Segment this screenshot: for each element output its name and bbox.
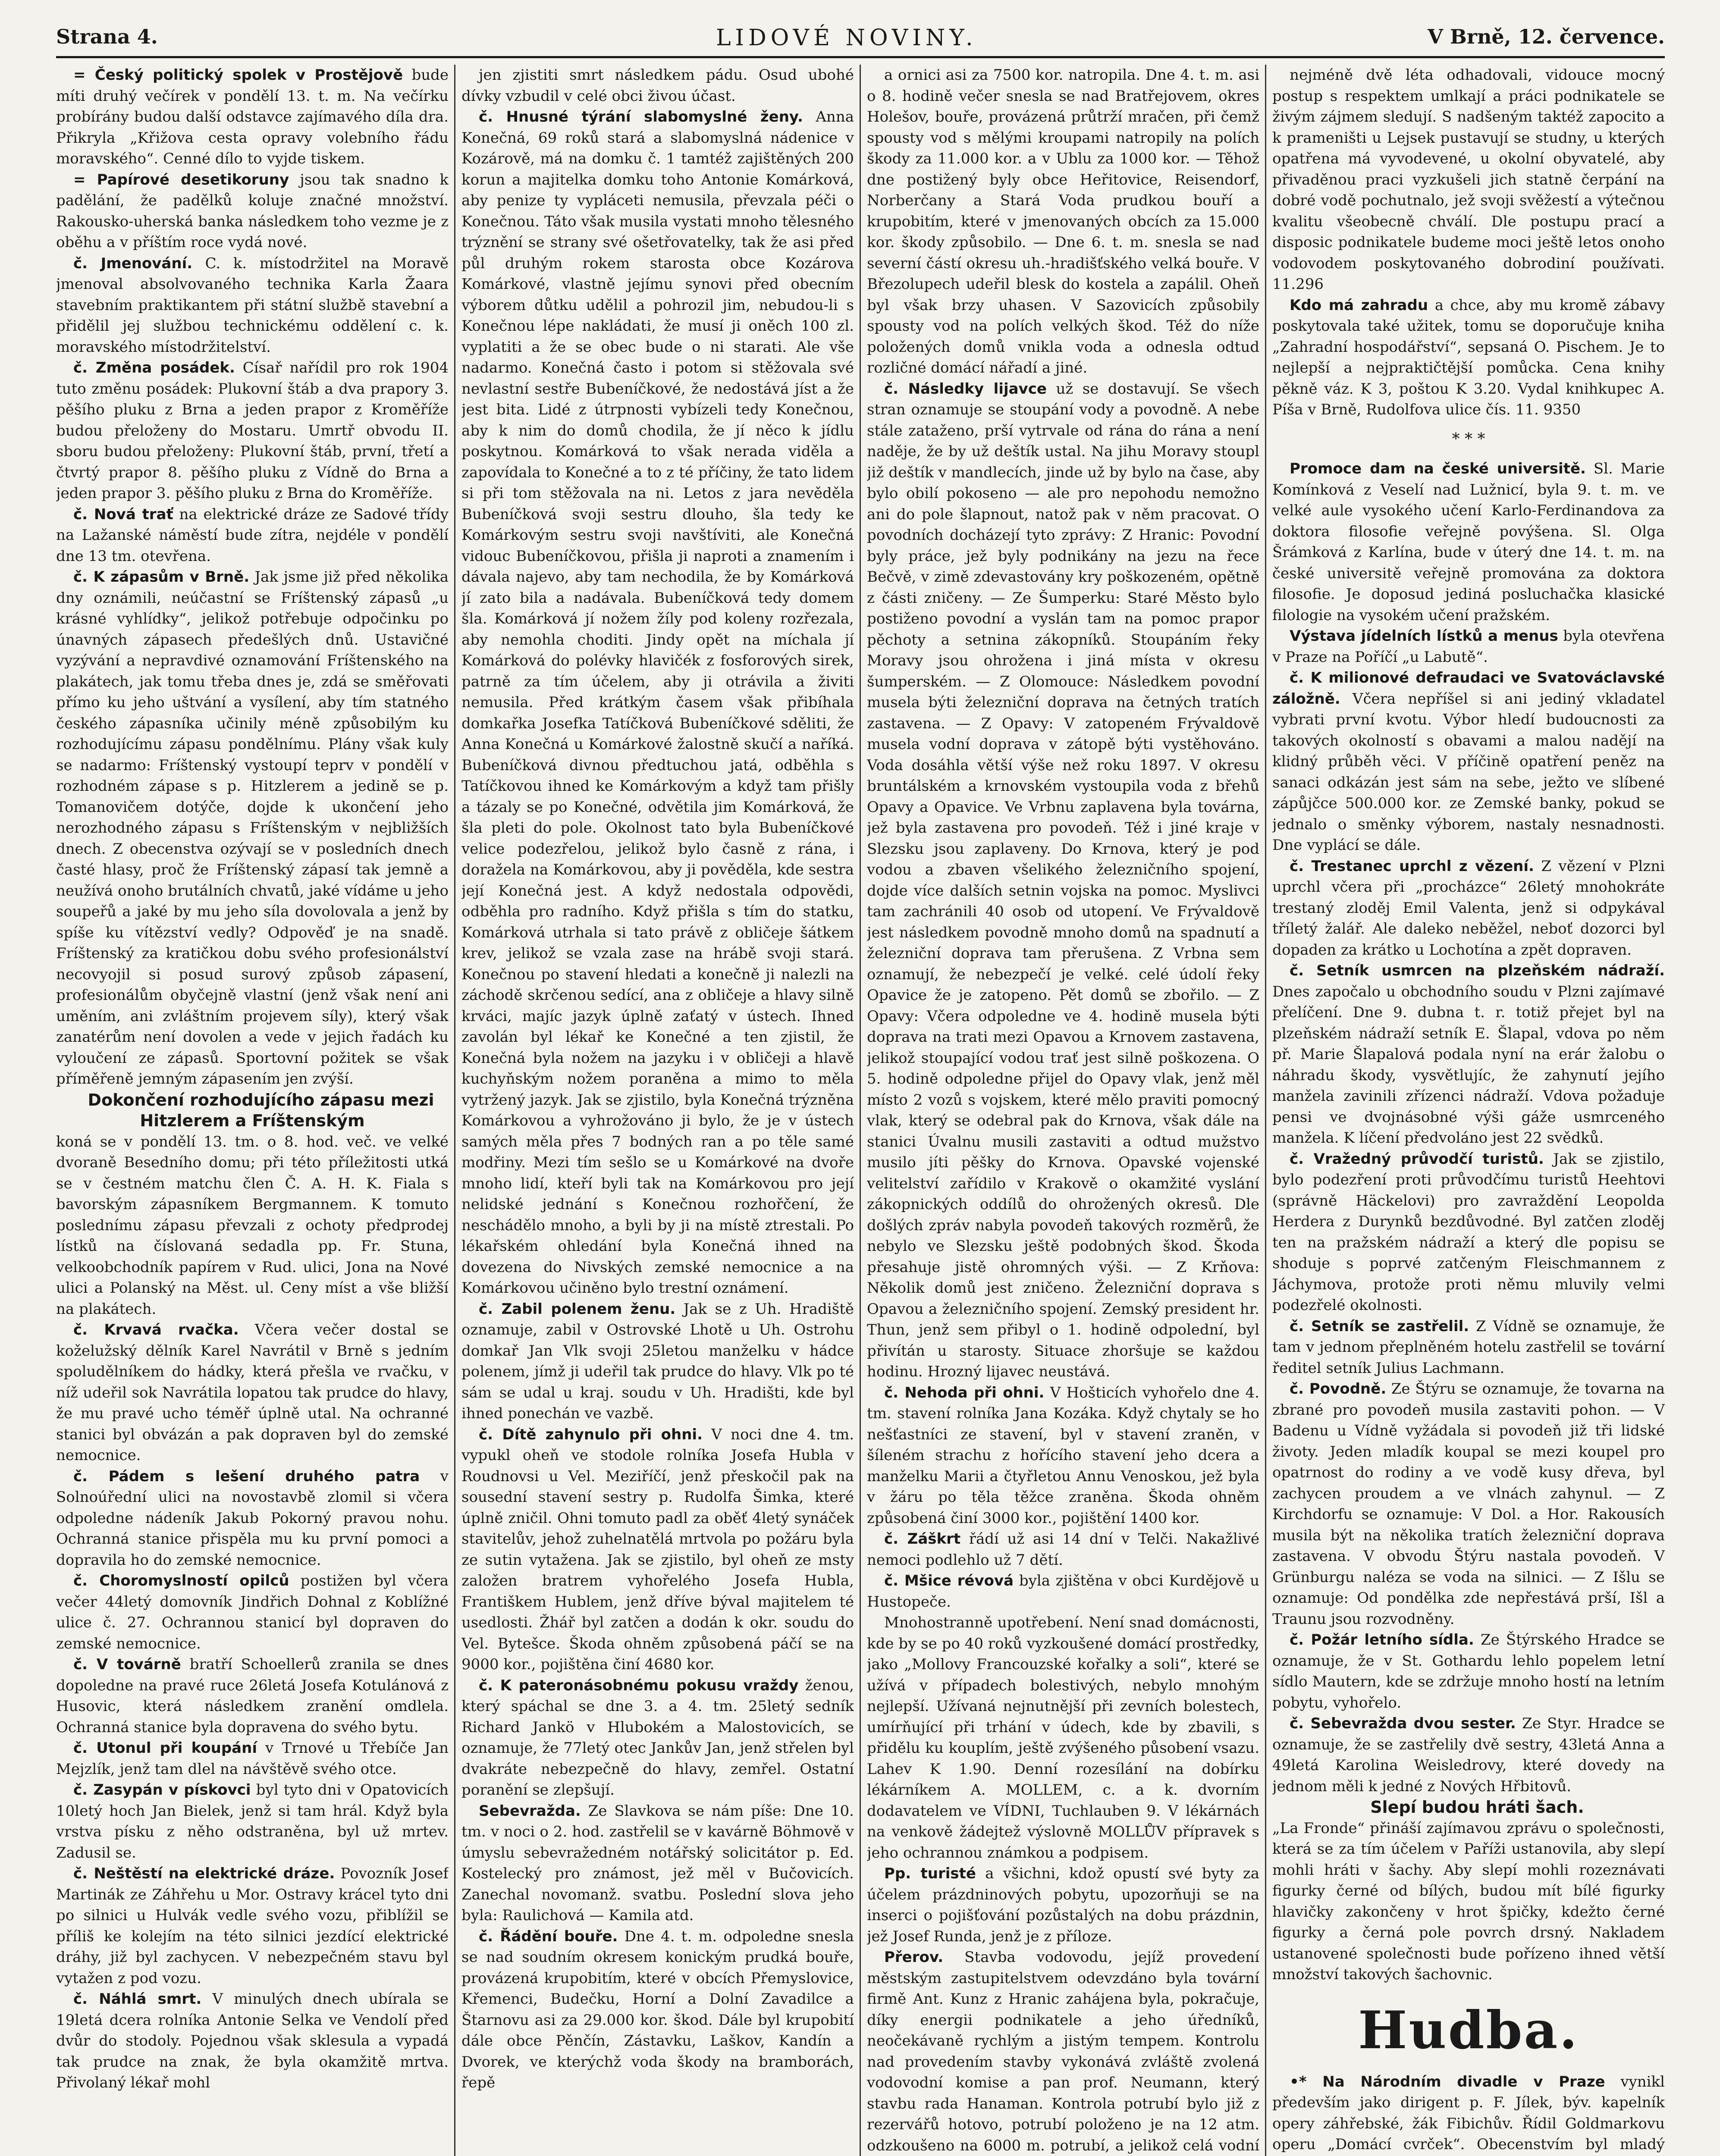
article-body: Anna Konečná, 69 roků stará a slabomyslná nádenice v Kozárově, má na domku č. 1 tamtéž zajištěných 200 korun a majitelka domku toho Antonie Komárková, aby penize ty vypláceti nemusila, převzala péči o Konečnou. Táto však musila vystati mnoho tělesného trýznění se strany své ošetřovatelky, tak že asi před půl druhým rokem starosta obce Kozárova Komárkové, vlastně jejímu synovi před obecním výborem důtku udělil a pohrozil jim, nebudou-li s Konečnou lépe nakládati, že musí ji oněch 100 zl. vyplatiti a že se obec bude o ni starati. Ale vše nadarmo. Konečná často i potom si stěžovala své nevlastní sestře Bubeníčkové, že nedostává jíst a že jest bita. Lidé z útrpnosti vybízeli tedy Konečnou, aby k nim do domů chodila, že jí něco k jídlu poskytnou. Komárková to však nerada viděla a zapovídala to Konečné a to z té příčiny, že tato lidem si při tom stěžovala na ni. Letos z jara nevěděla Bubeníčková svoji sestru dlouho, šla tedy ke Komárkovým sestru svoji navštíviti, ale Konečná vidouc Bubeníčkovou, přišla ji naproti a znamením i dávala najevo, aby tam nechodila, že by Komárková jí zato bila a nadávala. Bubeníčková tedy domem šla. Komárková jí nožem žíly pod koleny rozřezala, aby nemohla choditi. Jindy opět na míchala jí Komárková do polévky hlavičék z fosforových sirek, patrně za tím účelem, aby ji otrávila a živiti nemusila. Před krátkým časem však přibíhala domkařka Josefka Tatíčková Bubeníčkové sděliti, že Anna Konečná u Komárkové žalostně skučí a naříká. Bubeníčková divnou předtuchou jatá, odběhla s Tatíčkovou ihned ke Komárkovým a když tam přišly a tázaly se po Konečné, odvětila jim Komárková, že šla pleti do pole. Okolnost tato byla Bubeníčkové velice podezřelou, jelikož bylo časně z rána, i doražela na Komárkovou, aby ji pověděla, kde sestra její Konečná jest. A když nedostala odpovědi, odběhla pro radního. Když přišla s tím do statku, Komárková utrhala si tato právě z obličeje šátkem krev, jelikož se vzala zase na hrábě svoji stará. Konečnou po stavení hledati a konečně ji nalezli na záchodě skrčenou sedící, ana z obličeje a hlavy silně krváci, majíc jazyk úplně zaťatý v ústech. Ihned zavolán byl lékař ke Konečné a ten zjistil, že Konečná byla nožem na jazyku i v obličeji a hlavě kuchyňským nožem poraněna a mimo to měla vytržený jazyk. Jak se zjistilo, byla Konečná trýzněna Komárkovou a vyhrožováno ji bylo, že je v ústech samých měla přes 7 bodných ran a po těle samé modřiny. Mezi tím sešlo se u Komárkové na dvoře mnoho lidí, kteří byli tak na Komárkovou pro její nelidské jednání s Konečnou rozhořčení, že neschádělo mnoho, a byli by ji na místě ztrestali. Po lékařském ohledání byla Konečná ihned na dovezena do Nivských zemské nemocnice a na Komárkovou učiněno bylo trestní oznámení. — [461, 108, 854, 1297]
article-body: V noci dne 4. tm. vypukl oheň ve stodole rolníka Josefa Hubla v Roudnovsi u Vel. Meziříčí, jenž přeskočil pak na sousední stavení sestry p. Rudolfa Šimka, které úplně zničil. Ohni tomuto padl za oběť 4letý synáček stavitelův, jehož zuhelnatělá mrtvola po požáru byla ze sutin vytažena. Jak se zjistilo, byl oheň ze msty založen bratrem vyhořelého Josefa Hubla, Františkem Hublem, jenž dříve býval majitelem té usedlosti. Žhář byl zatčen a dodán k okr. soudu do Vel. Bytešce. Škoda ohněm způsobená páčí se na 9000 kor., pojištěna činí 4680 kor. — [461, 1426, 854, 1673]
article — [56, 169, 449, 253]
article-heading: č. Změna posádek. — [73, 359, 235, 376]
article-heading: Promoce dam na české universitě. — [1290, 460, 1586, 477]
article-heading: č. Neštěstí na elektrické dráze. — [73, 1865, 335, 1882]
article-heading: č. Požár letního sídla. — [1290, 1631, 1474, 1648]
article — [56, 1466, 449, 1571]
article — [56, 1863, 449, 1989]
article-body: na elektrické dráze ze Sadové třídy na Lažanské náměstí bude zítra, nejdéle v pondělí dne 13 tm. otevřena. — [56, 505, 449, 565]
article-heading: č. Následky lijavce — [884, 380, 1047, 398]
column-2 — [461, 65, 854, 2156]
article-body: postižen byl včera večer 44letý domovník Jindřich Dohnal z Koblížné ulice č. 27. Ochrannou stanicí byl dopraven do zemské nemocnice. — [56, 1572, 449, 1652]
article-heading: Přerov. — [884, 1949, 944, 1966]
article-heading: č. Řádění bouře. — [479, 1927, 618, 1945]
article-heading: •* Na Národním divadle v Praze — [1290, 2073, 1605, 2090]
page-header — [56, 13, 1665, 58]
article-heading: č. Zasypán v pískovci — [73, 1781, 251, 1799]
article-body: a chce, aby mu kromě zábavy poskytovala také užitek, tomu se doporučuje kniha „Zahradní hospodářství“, sepsaná O. Pischem. Je to nejlepší a nejpraktičtější pomůcka. Cena knihy pěkně váz. K 3, poštou K 3.20. Vydal knihkupec A. Píša v Brně, Rudolfova ulice čís. 11. 9350 — [1272, 296, 1665, 418]
article-body: Z vězení v Plzni uprchl včera při „procházce“ 26letý mnohokráte trestaný zloděj Emil Valenta, jenž si odpykával tříletý žalář. Ale daleko neběžel, neboť dozorci byl dopaden za krátko u Lochotína a zpět dopraven. — [1272, 857, 1665, 959]
article-heading: Pp. turisté — [884, 1865, 976, 1882]
article — [1272, 1316, 1665, 1379]
article-heading: Výstava jídelních lístků a menus — [1290, 627, 1558, 645]
article-heading: č. K zápasům v Brně. — [73, 568, 250, 586]
article-body: Z Vídně se oznamuje, že tam v jednom přeplněném hotelu zastřelil se tovární ředitel setník Julius Lachmann. — [1272, 1317, 1665, 1377]
article-heading: Kdo má zahradu — [1290, 296, 1428, 314]
article-body: jsou tak snadno k padělání, že padělků koluje značné množství. Rakousko-uherská banka následkem toho vezme je z oběhu a v příštím roce vydá nové. — [56, 171, 449, 251]
article-body: jen zjistiti smrt následkem pádu. Osud ubohé dívky vzbudil v celé obci živou účast. — [461, 66, 854, 105]
article-body: Povozník Josef Martinák ze Záhřehu u Mor. Ostravy krácel tyto dni po silnici u Hulvák vedle svého vozu, přiblížil se příliš ke kolejím na této silnici jezdící elektrické dráhy, již byl zachycen. V nebezpečném stavu byl vytažen z pod vozu. — [56, 1865, 449, 1987]
article — [1272, 667, 1665, 856]
page-number: Strana 4. — [56, 25, 158, 48]
article — [1272, 65, 1665, 295]
article — [461, 1926, 854, 2093]
article-heading: č. V továrně — [73, 1656, 181, 1673]
article — [1272, 856, 1665, 961]
article — [56, 1780, 449, 1863]
article-body: ženou, který spáchal se dne 3. a 4. tm. 25letý sedník Richard Jankö v Hlubokém a Malostovicích, se oznamuje, že 77letý otec Jankův Jan, jenž střelen byl dvakráte nebezpečně do hlavy, zemřel. Ostatní poranění se zlepšují. — [461, 1677, 854, 1799]
article-body: Dne 4. t. m. odpoledne snesla se nad soudním okresem konickým prudká bouře, provázená krupobitím, které v obcích Přemyslovice, Křemenci, Budečku, Horní a Dolní Zavadilce a Štarnovu asi za 29.000 kor. škod. Dále byl krupobití dále obce Pěnčín, Zástavku, Laškov, Kandín a Dvorek, ve kterýchž voda škody na bramborách, řepě — [461, 1927, 854, 2091]
article-body: byl tyto dni v Opatovicích 10letý hoch Jan Bielek, jenž si tam hrál. Když byla vrstva písku z něho odstraněna, byl už mrtev. Zadusil se. — [56, 1781, 449, 1861]
column-3 — [867, 65, 1259, 2156]
article-heading: = Český politický spolek v Prostějově — [73, 66, 403, 84]
article-body: Včera nepříšel si ani jediný vkladatel vybrati první kvotu. Výbor hledí budoucnosti za takových okolností s obavami a malou nadějí na klidný průběh věci. V příčině opatření peněz na sanaci odkázán jest sám na sebe, ježto ve slíbené zápůjčce 500.000 kor. ze Zemské banky, pokud se jednalo o směnky výborem, nastaly nesnadnosti. Dne vyplácí se dále. — [1272, 690, 1665, 854]
article-body: bratří Schoellerů zranila se dnes dopoledne na pravé ruce 26letá Josefa Kotulánová z Husovic, která následkem zranění omdlela. Ochranná stanice byla dopravena do svého bytu. — [56, 1656, 449, 1736]
article-heading: č. K milionové defraudaci ve Svatováclavské záložně. — [1272, 669, 1665, 708]
article — [56, 1989, 449, 2093]
article — [867, 1947, 1259, 2156]
article-heading: č. K pateronásobnému pokusu vraždy — [479, 1677, 799, 1694]
article-heading: č. Nová trať — [73, 505, 173, 523]
article — [56, 1570, 449, 1654]
column-4 — [1272, 65, 1665, 2156]
article — [1272, 1149, 1665, 1316]
article — [56, 504, 449, 567]
article-heading: č. Náhlá smrt. — [73, 1990, 202, 2008]
article-heading: = Papírové desetikoruny — [73, 171, 289, 188]
article-body: v Trnové u Třebíče Jan Mejzlík, jenž tam dlel na návštěvě svého otce. — [56, 1739, 449, 1778]
column-rule — [1265, 65, 1266, 2156]
article-heading: č. Mšice révová — [884, 1572, 1014, 1589]
article-body: C. k. místodržitel na Moravě jmenoval absolvovaného technika Karla Žaara stavebním praktikantem při státní službě stavební a přidělil jej službou technickému oddělení c. k. moravského místodržitelství. — [56, 254, 449, 356]
article-body: Jak jsme již před několika dny oznámili, neúčastní se Fríštenský zápasů „u krásné vyhlídky“, jelikož potřebuje odpočinku po únavných zápasech předešlých dnů. Ustavičné vyzývání a nepravdivé oznamování Fríštenského na plakátech, jak tomu třeba dnes je, zdá se směřovati přímo ku jeho uštvání a vysílení, aby tím statného českého zápasníka učinily méně způsobilým ku rozhodujícímu zápasu pondělnímu. Plány však kuly se nadarmo: Fríštenský vystoupí teprv v pondělí v rozhodném zápase s p. Hitzlerem a jedině se p. Tomanovičem dotýče, dojde k ukončení jeho nerozhodného zápasu s Fríštenským v nejbližších dnech. Z obecenstva ozývají se v posledních dnech časté hlasy, proč že Fríštenský zápasí tak jemně a neužívá onoho brutálních chvatů, jaké vídáme u jeho soupeřů a jaké by mu jeho síla dovolovala a jenž by spíše ku vítězství vedly? Odpověď je na snadě. Fríštenský za kratičkou dobu svého profesionálství necovyojil si posud surový způsob zápasení, profesionálům obyčejně vlastní (jenž však není ani uměním, ani zvláštním projevem síly), který však zanatérům není dovolen a vede v jejich řadách ku vyloučení ze zápasů. Sportovní požitek se však příměřeně jemným zápasením jen zvýší. — [56, 568, 449, 1087]
article-body: „La Fronde“ přináší zajímavou zprávu o společnosti, která se za tím účelem v Paříži ustanovila, aby slepí mohli hráti v šachy. Aby slepí mohli rozeznávati figurky černé od bílých, budou mít bílé figurky hlavičky zakončeny v hrot špičky, kdežto černé figurky a černá pole povrch drsný. Nakladem ustanovené společnosti bude pořízeno ihned větší množství takových šachovnic. — [1272, 1819, 1665, 1983]
article — [1272, 1713, 1665, 1797]
article-body: a všichni, kdož opustí své byty za účelem prázdninových pobytu, upozorňuji se na inserci o pojišťování pozůstalých na dobu prázdnin, jež Josef Runda, jenž je z příloze. — [867, 1865, 1259, 1945]
article — [867, 65, 1259, 379]
article-body: V minulých dnech ubírala se 19letá dcera rolníka Antonie Selka ve Vendolí před dvůr do stodoly. Pojednou však sklesula a vypadá tak prudce na znak, že byla okamžitě mrtva. Přivolaný lékař mohl — [56, 1990, 449, 2091]
article-body: Dnes započalo u obchodního soudu v Plzni zajímavé přelíčení. Dne 9. dubna t. r. totiž přejet byl na plzeňském nádraží setník E. Šlapal, vdova po něm př. Marie Šlapalová podala nyní na erár žalobu o náhradu škody, vysvětlujíc, že zahynutí jejího manžela zavinili zřízenci nádraží. Vdova požaduje pensi ve dvojnásobné výši gáže usmrceného manžela. K líčení předvoláno jest 22 svědků. — [1272, 983, 1665, 1147]
column-1 — [56, 65, 449, 2156]
article — [1272, 2071, 1665, 2156]
article-body: byla zjištěna v obci Kurdějově u Hustopeče. — [867, 1572, 1259, 1611]
article — [56, 1319, 449, 1466]
article-body: Sl. Marie Komínková z Veselí nad Lužnicí, byla 9. t. m. ve velké aule vysokého učení Karlo-Ferdinandova za doktora filosofie veřejně povýšena. Sl. Olga Šrámková z Karlína, bude v úterý dne 14. t. m. na české universitě veřejně promována za doktora filosofie. Je doposud jediná posluchačka klasické filologie na vysokém učení pražském. — [1272, 460, 1665, 624]
article-body: V Hošticích vyhořelo dne 4. tm. stavení rolníka Jana Kozáka. Když chytaly se ho nešťastníci ze stavení, byl v stavení zraněn, v šíleném strachu z hořícího stavení jeho dcera a manželku Marii a čtyřletou Annu Venoskou, jež byla v žáru po těla těžce zraněna. Škoda ohněm způsobená činí 3000 kor., pojištění 1400 kor. — [867, 1384, 1259, 1527]
article-body: Stavba vodovodu, jejíž provedení městským zastupitelstvem odevzdáno byla tovární firmě Ant. Kunz z Hranic zahájena byla, pokračuje, díky energii podnikatele a jeho úředníků, neočekávaně rychlým a jistým tempem. Kontrolu nad provedením stavby vykonává zvláště zvolená vodovodní komise a pan prof. Neumann, který stavbu rada Hanaman. Kontrola potrubí bylo již z rezervářů hotovo, potrubí položeno je na 12 atm. odzkoušeno na 6000 m. potrubí, a jelikož celá vodní — [867, 1949, 1259, 2154]
article-heading: č. Jmenování. — [73, 254, 193, 272]
column-rule — [860, 65, 861, 2156]
article-heading: č. Dítě zahynulo při ohni. — [479, 1426, 703, 1443]
article-heading: č. Choromyslností opilců — [73, 1572, 289, 1589]
article — [461, 65, 854, 107]
article-heading: č. Setník usmrcen na plzeňském nádraží. — [1290, 962, 1665, 979]
article-heading: č. Záškrt — [884, 1530, 961, 1548]
article-heading: č. Setník se zastřelil. — [1290, 1317, 1469, 1335]
article-body: nejméně dvě léta odhadovali, vidouce mocný postup s respektem umlkají a práci podnikatele se živým zájmem sledují. S nadšeným taktéž zapocito a k prameništi u Lejsek pustavují se studny, u kterých opatřena má vyvodevené, u okolní obyvatelé, aby přivaděnou praci vyzkušeli jich statně čerpání na dobré vodě pochutnalo, jež svoji svěžestí a výtečnou kvalitu všeobecně chválí. Dle postupu prací a disposic podnikatele budeme moci ještě letos onoho vodovodem poskytovaného dobrodiní používati. 11.296 — [1272, 66, 1665, 293]
article — [867, 1382, 1259, 1529]
article — [867, 1612, 1259, 1863]
article — [867, 379, 1259, 1382]
article-heading: č. Zabil polenem ženu. — [479, 1300, 676, 1318]
article — [461, 1801, 854, 1926]
article — [56, 253, 449, 358]
article — [1272, 458, 1665, 626]
article-body: Císař nařídil pro rok 1904 tuto změnu posádek: Plukovní štáb a dva prapory 3. pěšího pluku z Brna a jeden prapor z Kroměříže budou přeloženy do Mostaru. Umrtř obvodu II. sboru budou přeloženy: Plukovní štáb, první, třetí a čtvrtý prapor 8. pěšího pluku z Vídně do Brna a jeden prapor 3. pěšího pluku z Brna do Kroměříže. — [56, 359, 449, 502]
dateline: V Brně, 12. července. — [1428, 25, 1665, 48]
article — [56, 65, 449, 169]
article — [1272, 960, 1665, 1149]
article-body: byla otevřena v Praze na Poříčí „u Labutě“. — [1272, 627, 1665, 666]
article-heading: č. Povodně. — [1290, 1380, 1387, 1398]
article — [56, 1738, 449, 1780]
article-heading: č. Krvavá rvačka. — [73, 1321, 239, 1338]
article-heading: č. Nehoda při ohni. — [884, 1384, 1045, 1401]
article-body: Ze Štýrského Hradce se oznamuje, že v St. Gothardu lehlo popelem letní sídlo Mautern, kde se zdržuje mnoho hostí na letním pobytu, vyhořelo. — [1272, 1631, 1665, 1711]
article-heading: č. Hnusné týrání slabomyslné ženy. — [479, 108, 803, 125]
article-body: a ornici asi za 7500 kor. natropila. Dne 4. t. m. asi o 8. hodině večer snesla se nad Bratřejovem, okres Holešov, bouře, provázená průtrží mračen, při čemž spousty vod s mělými kroupami natropily na polích škody za 11.000 kor. a v Ublu za 1000 kor. — Těhož dne postižený byly obce Heřitovice, Reisendorf, Norberčany a Stará Voda prudkou bouří a krupobitím, které v jmenovaných obcích za 15.000 kor. škody způsobilo. — Dne 6. t. m. snesla se nad severní částí okresu uh.-hradišťského velká bouře. V Březolupech udeřil blesk do kostela a zapálil. Oheň byl však brzy uhasen. V Sazovicích způsobily spousty vod na polích velkých škod. Též do níže položených domů vnikla voda a odnesla odtud rozličné domácí nářadí a jiné. — [867, 66, 1259, 376]
article-heading: Dokončení rozhodujícího zápasu mezi Hitzlerem a Fríštenským — [88, 1090, 434, 1130]
article-body: Včera večer dostal se koželužský dělník Karel Navrátil v Brně s jedním spoludělníkem do hádky, která přešla ve rvačku, v níž udeřil sok Navrátila lopatou tak prudce do hlavy, že mu pravé ucho téměř úplně utal. Na ochranné stanici byl obvázán a pak dopraven byl do zemské nemocnice. — [56, 1321, 449, 1464]
article — [461, 1424, 854, 1675]
article — [867, 1529, 1259, 1570]
article-heading: č. Utonul při koupání — [73, 1739, 257, 1757]
article — [867, 1863, 1259, 1947]
article — [1272, 1379, 1665, 1630]
article — [56, 357, 449, 504]
article — [56, 567, 449, 1090]
article — [461, 1675, 854, 1801]
article-body: Ze Slavkova se nám píše: Dne 10. tm. v noci o 2. hod. zastřelil se v kavárně Böhmově v úmyslu sebevražedném notářský solicitátor p. Ed. Kostelecký pro známost, jež měl v Bučovicích. Zanechal novomanž. svatbu. Poslední slova jeho byla: Raulichová — Kamila atd. — [461, 1802, 854, 1924]
article-body: řádí už asi 14 dní v Telči. Nakažlivé nemoci podlehlo už 7 dětí. — [867, 1530, 1259, 1569]
article-heading: Sebevražda. — [479, 1802, 581, 1820]
article-body: Mnohostranně upotřebení. Není snad domácnosti, kde by se po 40 roků vyzkoušené domácí prostředky, jako „Mollovy Francouzské kořalky a soli“, které se užívá v případech bolestivých, nebylo mnohým nejlepší. Užívaná nejnutnější při zevních bolestech, umírňující při trhání v údech, kde by zbavili, s přidělu ku kouplím, ještě zvýšeného působení vsazu. Lahev K 1.90. Denní rozesílání na dobírku lékárníkem A. MOLLEM, c. a k. dvorním dodavatelem ve VÍDNI, Tuchlauben 9. V lékárnách na venkově žádejtež výslovně MOLLŮV přípravek s jeho ochrannou známkou a podpisem. — [867, 1614, 1259, 1861]
article — [461, 1299, 854, 1424]
article — [1272, 626, 1665, 667]
article — [56, 1654, 449, 1738]
article — [56, 1090, 449, 1320]
article-heading: č. Trestanec uprchl z vězení. — [1290, 857, 1534, 875]
article — [461, 107, 854, 1299]
article-body: Jak se z Uh. Hradiště oznamuje, zabil v Ostrovské Lhotě u Uh. Ostrohu domkař Jan Vlk svoji 25letou manželku v hádce polenem, jímž ji udeřil tak prudce do hlavy. Vlk po té sám se udal u kraj. soudu v Uh. Hradišti, kde byl ihned ponechán ve vazbě. — [461, 1300, 854, 1422]
article — [1272, 1630, 1665, 1713]
article-heading: Slepí budou hráti šach. — [1370, 1798, 1584, 1817]
article — [1272, 1797, 1665, 1985]
article — [867, 1570, 1259, 1612]
column-rule — [454, 65, 455, 2156]
article-heading: č. Pádem s lešení druhého patra — [73, 1467, 420, 1485]
article-body: už se dostavují. Se všech stran oznamuje se stoupání vody a povodně. A nebe stále zataženo, prší vytrvale od rána do rána a není naděje, že by už deštík ustal. Na jihu Moravy stoupl již deštík v mandlecích, jinde už by bylo na čase, aby bylo obilí pokoseno — ale pro nepohodu nemožno ani do pole šlapnout, natož pak v něm pracovat. O povodních docházejí tyto zprávy: Z Hranic: Povodní byly práce, jež byly podnikány na jezu na řece Bečvě, v zimě zdevastovány kry poškozeném, opětně z části zničeny. — Ze Šumperku: Staré Město bylo postiženo povodní a vyslán tam na pomoc prapor pěchoty a setnina zákopníků. Stoupáním řeky Moravy jsou ohrožena i jiná místa v okresu šumperském. — Z Olomouce: Následkem povodní musela býti železniční doprava na četných tratích zastavena. — Z Opavy: V zatopeném Frývaldově musela vodní doprava v zátopě býti vystěhováno. Voda dosáhla větší výše než roku 1897. V okresu bruntálském a krnovském vystoupila voda z břehů Opavy a Opavice. Ve Vrbnu zaplavena byla továrna, jež byla zastavena pro povodeň. Též i jiné kraje v Slezsku jsou zaplaveny. Do Krnova, který je pod vodou a zbaven všelikého železničního spojení, dojde více dalších setnin vojska na pomoc. Myslivci tam zachránili 40 osob od utopení. Ve Frývaldově jest následkem povodně mnoho domů na spadnutí a železniční doprava tam přerušena. Z Vrbna sem oznamují, že nebezpečí je velké. celé údolí řeky Opavice že je zatopeno. Pět domů se zbořilo. — Z Opavy: Včera odpoledne ve 4. hodině musela býti doprava na trati mezi Opavou a Krnovem zastavena, jelikož stoupající vodou trať jest silně poškozena. O 5. hodině odpoledne přijel do Opavy vlak, jenž měl místo 2 vozů s vojskem, které mělo praviti pomocný vlak, který se odebral pak do Krnova, však dále na stanici Úvalnu musili zastaviti a odtud mužstvo musilo jíti pěšky do Krnova. Opavské vojenské velitelství zařídilo v Krakově o okamžité vyslání zákopnických oddílů do ohrožených okresů. Dle došlých zpráv nabyla povodeň takových rozměrů, že nebylo ve Slezsku ještě podobných škod. Škoda přesahuje jistě ohromných výši. — Z Krňova: Několik domů jest zničeno. Železniční doprava s Opavou a železničního spojení. Zemský president hr. Thun, jenž sem přibyl o 1. hodině odpolední, byl přivítán u starosty. Situace zhoršuje se každou hodinu. Hrozný lijavec neustává. — [867, 380, 1259, 1380]
article-body: koná se v pondělí 13. tm. o 8. hod. več. ve velké dvoraně Besedního domu; při této příležitosti utká se v čestném matchu člen Č. A. H. K. Fiala s bavorským zápasníkem Bergmannem. K tomuto poslednímu zápasu převzali z ochoty předprodej lístků na číslovaná sedadla pp. Fr. Stuna, velkoobchodník papírem v Rud. ulici, Jona na Nové ulici a Polanský na Měst. ul. Ceny míst a vše bližší na plakátech. — [56, 1133, 449, 1318]
article-body: Ze Štýru se oznamuje, že tovarna na zbrané pro povodeň musila zastaviti pohon. — V Badenu u Vídně vyžádala si povodeň již tři lidské životy. Jeden mladík koupal se mezi koupel pro opatrnost do rodiny a ve vodě kusy dřeva, byl zachycen proudem a ve vlnách zahynul. — Z Kirchdorfu se oznamuje: V Dol. a Hor. Rakousích musila být na několika tratích železniční doprava zastavena. V obvodu Štýru nastala povodeň. V Grünburgu naléza se voda na silnici. — Z Išlu se oznamuje: Od pondělka zde nepřestává prší, Išl a Traunu jsou rozvodněny. — [1272, 1380, 1665, 1628]
article-body: v Solnoúřední ulici na novostavbě zlomil si včera odpoledne nádeník Jakub Pokorný pravou nohu. Ochranná stanice přispěla mu ku první pomoci a dopravila ho do zemské nemocnice. — [56, 1467, 449, 1569]
article-body: Ze Styr. Hradce se oznamuje, že se zastřelily dvě sestry, 43letá Anna a 49letá Karolina Weisledrovy, které dovedy na jednom měli k jedné z Nových Hřbitovů. — [1272, 1715, 1665, 1795]
article-body: vynikl především jako dirigent p. F. Jílek, býv. kapelník opery záhřebské, žák Fibichův. Řídil Goldmarkovu operu „Domácí cvrček“. Obecenstvím byl mladý — [1272, 2073, 1665, 2153]
article-heading: č. Vražedný průvodčí turistů. — [1290, 1150, 1544, 1168]
article-body: Jak se zjistilo, bylo podezření proti průvodčímu turistů Heehtovi (správně Häckelovi) pro zavraždění Leopolda Herdera z Durynků bezdůvodné. Byl zatčen zloděj ten na pražském nádraží a který dle popisu se shoduje s poprvé zatčeným Fleischmannem z Jáchymova, protože proti němu mluvily velmi podezřelé okolnosti. — [1272, 1150, 1665, 1314]
article-heading: č. Sebevražda dvou sester. — [1290, 1715, 1516, 1732]
masthead: LIDOVÉ NOVINY. — [716, 25, 977, 51]
separator-stars: * * * — [1452, 430, 1485, 448]
article-body: bude míti druhý večírek v pondělí 13. t. m. Na večírku probírány budou další odstavce zajímavého díla dra. Přikryla „Křižova cesta opravy volebního řádu moravského“. Cenné dílo to vyjde tiskem. — [56, 66, 449, 167]
section-heading: Hudba. — [1358, 1999, 1579, 2061]
article — [1272, 295, 1665, 420]
